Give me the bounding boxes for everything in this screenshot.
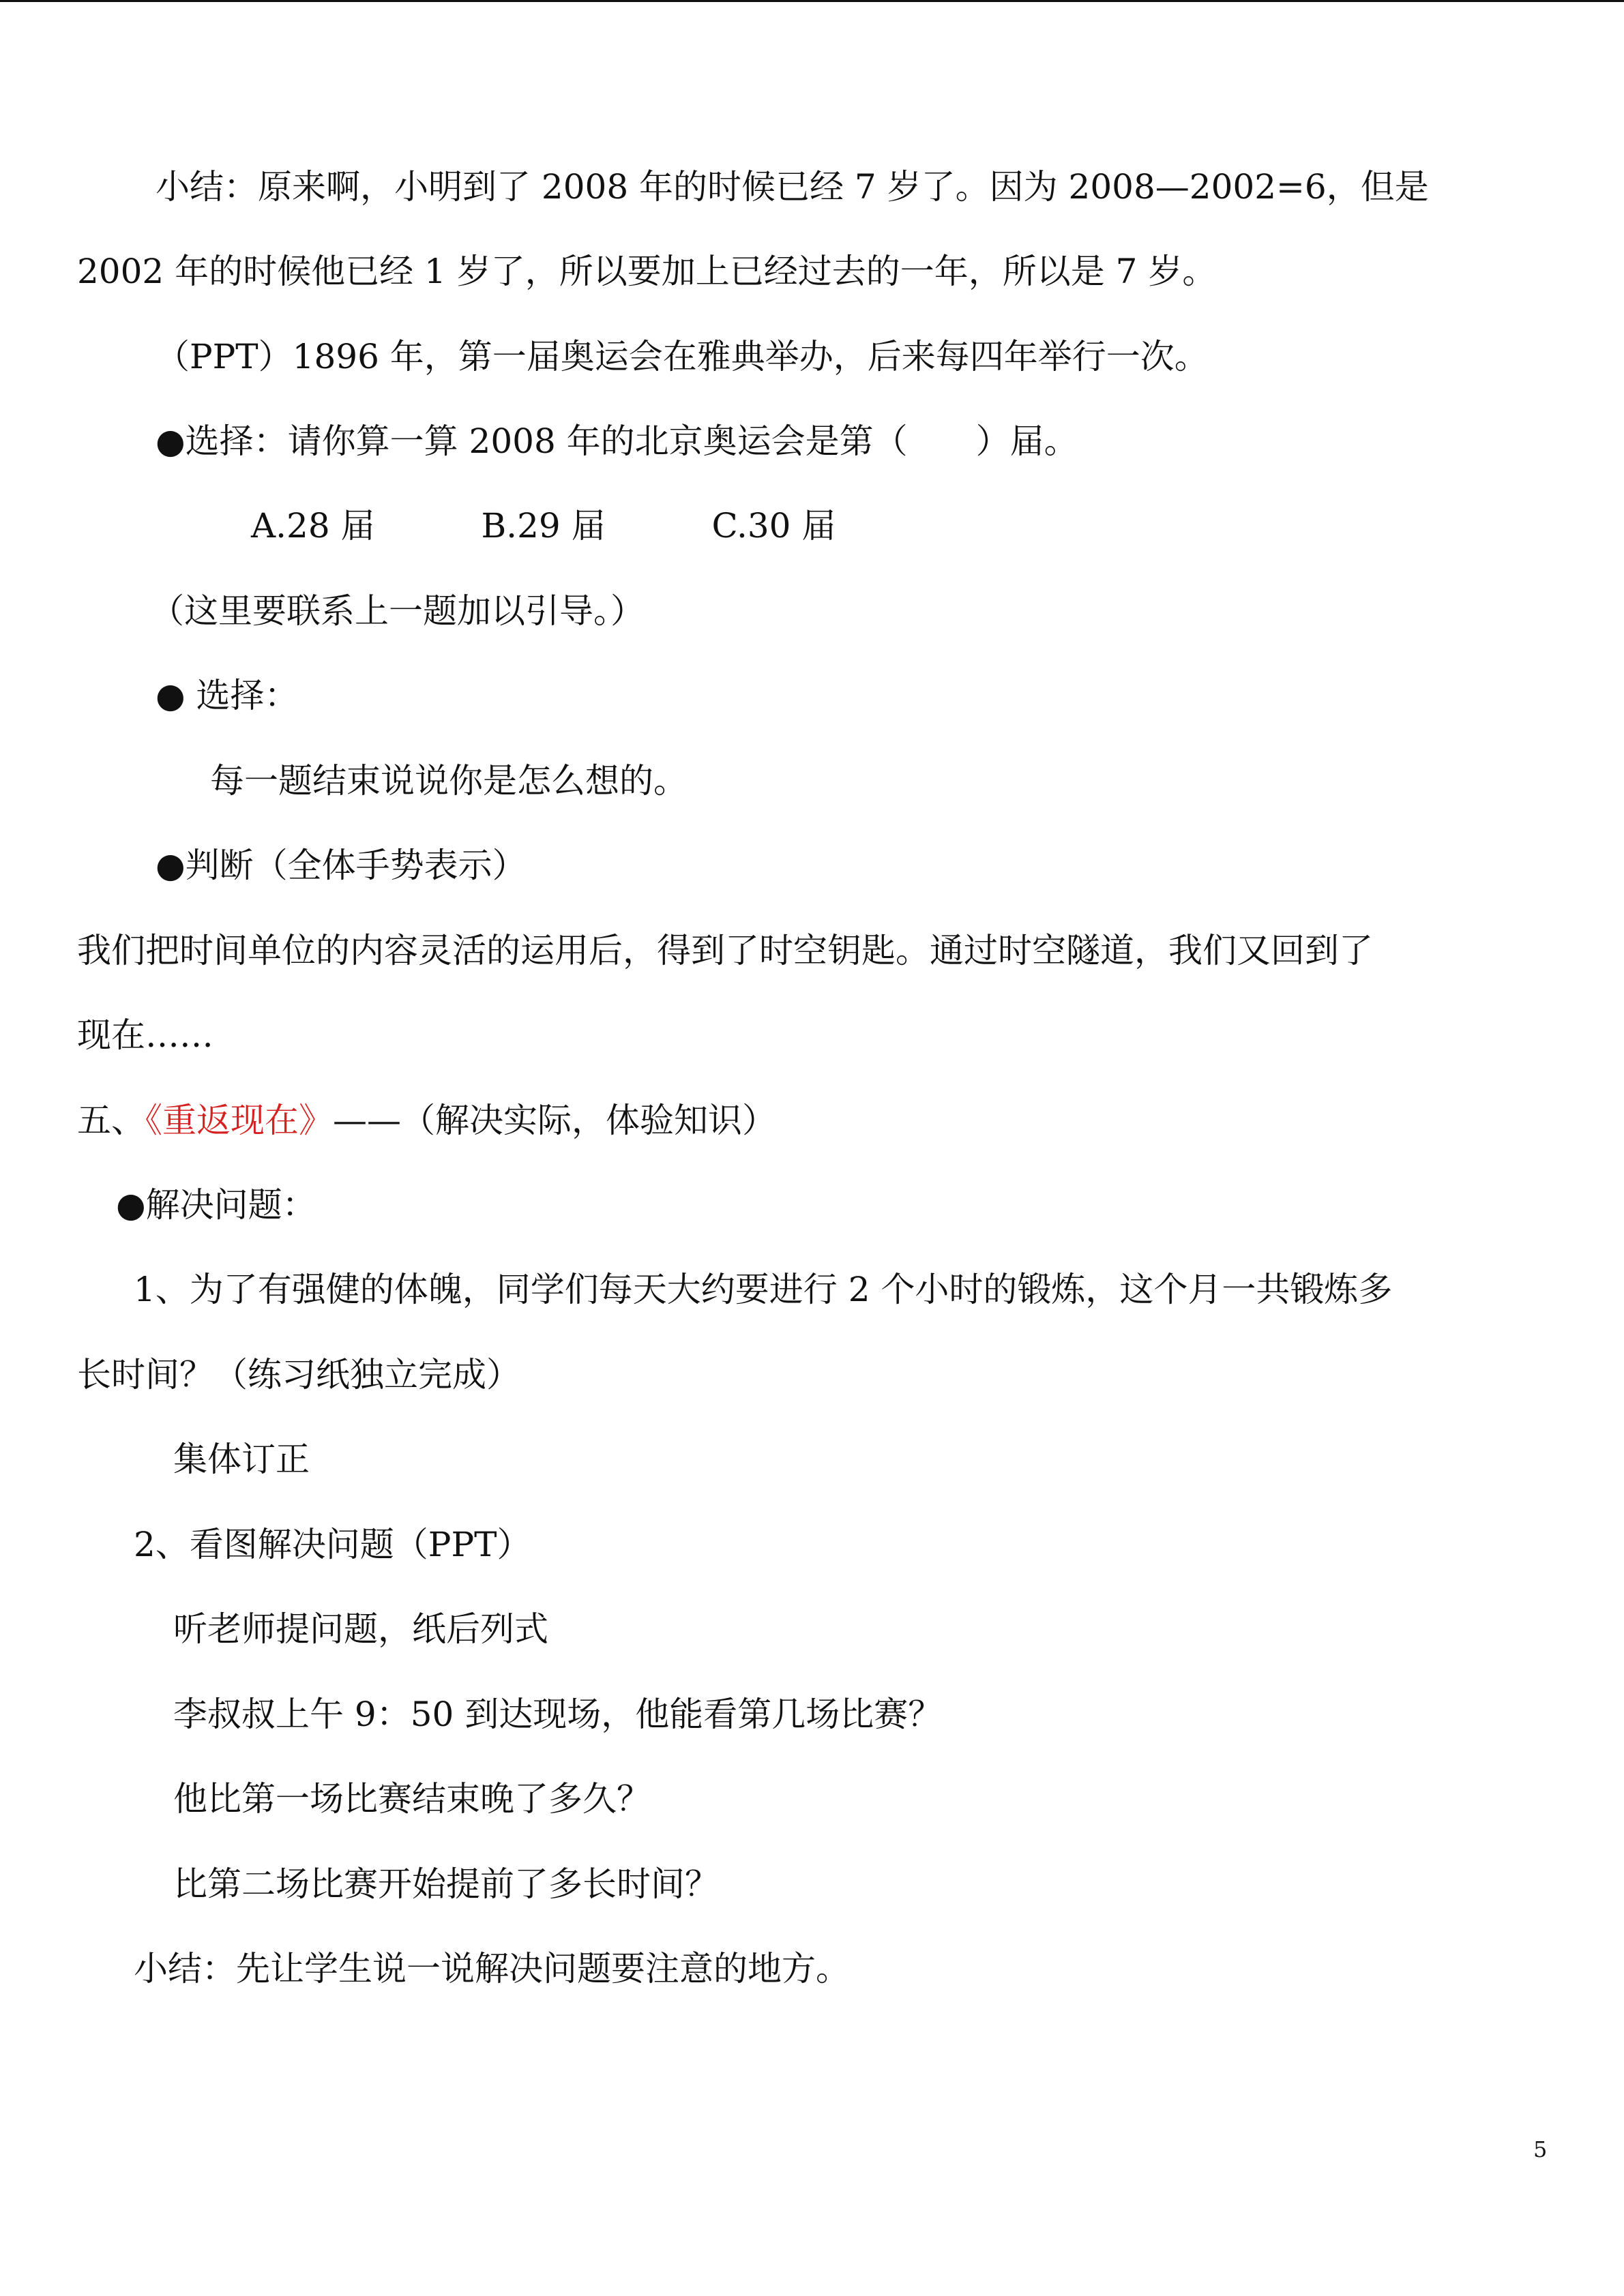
problem-2-question-2: 他比第一场比赛结束晚了多久？ [173, 1779, 651, 1819]
problem-2-question-1: 李叔叔上午 9：50 到达现场，他能看第几场比赛？ [173, 1695, 943, 1734]
guidance-note: （这里要联系上一题加以引导。） [150, 591, 645, 631]
section-five-heading [77, 1100, 776, 1141]
transition-line-2: 现在…… [77, 1015, 213, 1055]
section-number: 五、 [77, 1101, 145, 1140]
judgement-heading: ●判断（全体手势表示） [156, 846, 527, 885]
section-subtitle: ——（解决实际，体验知识） [333, 1101, 776, 1140]
problem-2-instruction: 听老师提问题，纸后列式 [173, 1609, 548, 1649]
problem-1-line-1: 1、为了有强健的体魄，同学们每天大约要进行 2 个小时的锻炼，这个月一共锻炼多 [134, 1270, 1393, 1309]
choice-heading-2: ● 选择： [156, 676, 299, 715]
collective-correction: 集体订正 [173, 1440, 310, 1479]
page-number: 5 [1533, 2136, 1548, 2162]
option-b: B.29 届 [481, 506, 606, 546]
choice-instruction: 每一题结束说说你是怎么想的。 [210, 761, 688, 801]
final-summary: 小结：先让学生说一说解决问题要注意的地方。 [134, 1949, 850, 1988]
problem-2-question-3: 比第二场比赛开始提前了多长时间？ [173, 1864, 719, 1904]
problem-2-heading: 2、看图解决问题（PPT） [134, 1525, 531, 1564]
transition-line-1: 我们把时间单位的内容灵活的运用后，得到了时空钥匙。通过时空隧道，我们又回到了 [77, 931, 1373, 970]
summary-line-1: 小结：原来啊，小明到了 2008 年的时候已经 7 岁了。因为 2008—2002=6，但是 [156, 167, 1429, 207]
top-border [0, 0, 1624, 2]
option-c: C.30 届 [711, 506, 836, 546]
choice-options [251, 505, 836, 546]
solve-problems-heading: ●解决问题： [116, 1185, 316, 1225]
choice-question-1: ●选择：请你算一算 2008 年的北京奥运会是第（ ）届。 [156, 421, 1078, 461]
summary-line-2: 2002 年的时候他已经 1 岁了，所以要加上已经过去的一年，所以是 7 岁。 [77, 252, 1217, 291]
ppt-olympics-line: （PPT）1896 年，第一届奥运会在雅典举办，后来每四年举行一次。 [156, 337, 1209, 376]
section-title: 《重返现在》 [145, 1101, 333, 1140]
option-a: A.28 届 [251, 506, 375, 546]
problem-1-line-2: 长时间？（练习纸独立完成） [77, 1355, 520, 1395]
